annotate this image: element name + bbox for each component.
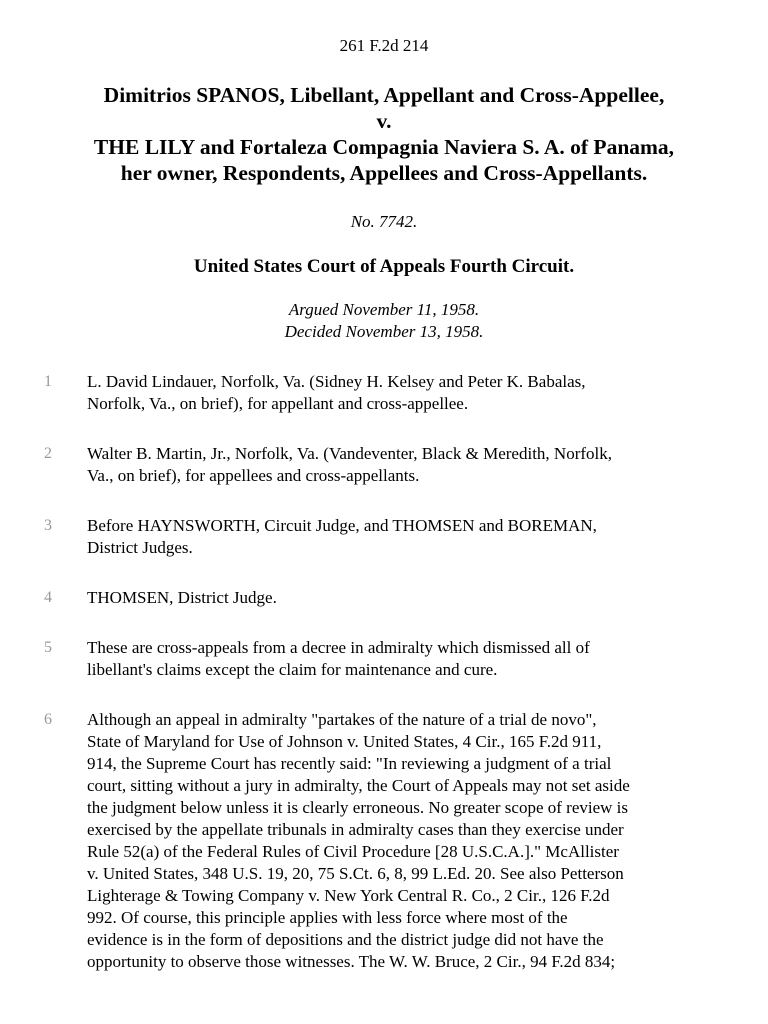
paragraph-line: Walter B. Martin, Jr., Norfolk, Va. (Vandeventer, Black & Meredith, Norfolk, [87,444,612,463]
decided-date: Decided November 13, 1958. [284,322,484,341]
paragraph-number: 1 [44,373,52,390]
paragraph-line: opportunity to observe those witnesses. The W. W. Bruce, 2 Cir., 94 F.2d 834; [87,952,616,971]
paragraph-number: 4 [44,589,52,606]
paragraph-line: court, sitting without a jury in admiralty, the Court of Appeals may not set aside [87,776,630,795]
paragraph-text [87,709,630,973]
paragraph-number: 6 [44,711,52,728]
case-title-line: her owner, Respondents, Appellees and Cross-Appellants. [120,161,648,185]
paragraph-line: Before HAYNSWORTH, Circuit Judge, and THOMSEN and BOREMAN, [87,516,597,535]
paragraph-line: 914, the Supreme Court has recently said: "In reviewing a judgment of a trial [87,754,612,773]
paragraph-line: L. David Lindauer, Norfolk, Va. (Sidney H. Kelsey and Peter K. Babalas, [87,372,586,391]
paragraph-text [87,371,586,415]
paragraph-text [87,637,590,681]
paragraph-line: the judgment below unless it is clearly erroneous. No greater scope of review is [87,798,629,817]
paragraph-line: 992. Of course, this principle applies with less force where most of the [87,908,568,927]
paragraph-text [87,587,277,609]
paragraph-line: v. United States, 348 U.S. 19, 20, 75 S.Ct. 6, 8, 99 L.Ed. 20. See also Petterson [87,864,624,883]
paragraph-line: Lighterage & Towing Company v. New York Central R. Co., 2 Cir., 126 F.2d [87,886,610,905]
court-name: United States Court of Appeals Fourth Circuit. [193,256,575,277]
case-title-line: THE LILY and Fortaleza Compagnia Naviera S. A. of Panama, [93,135,675,159]
paragraph-number: 2 [44,445,52,462]
paragraph-line: THOMSEN, District Judge. [87,588,277,607]
paragraph-line: libellant's claims except the claim for maintenance and cure. [87,660,498,679]
paragraph-number: 5 [44,639,52,656]
paragraph-line: evidence is in the form of depositions and the district judge did not have the [87,930,604,949]
case-title [20,82,748,186]
paragraph-text [87,443,612,487]
case-citation: 261 F.2d 214 [339,36,429,55]
paragraph-line: Norfolk, Va., on brief), for appellant and cross-appellee. [87,394,469,413]
paragraph-number: 3 [44,517,52,534]
paragraph-line: Although an appeal in admiralty "partakes of the nature of a trial de novo", [87,710,597,729]
case-dates [0,299,768,343]
docket-number: No. 7742. [350,212,418,231]
paragraph-line: State of Maryland for Use of Johnson v. United States, 4 Cir., 165 F.2d 911, [87,732,602,751]
case-title-line: Dimitrios SPANOS, Libellant, Appellant and Cross-Appellee, [103,83,665,107]
paragraph-line: Va., on brief), for appellees and cross-appellants. [87,466,420,485]
paragraph-text [87,515,597,559]
paragraph-line: District Judges. [87,538,193,557]
paragraph-line: exercised by the appellate tribunals in admiralty cases than they exercise under [87,820,624,839]
paragraph-line: Rule 52(a) of the Federal Rules of Civil Procedure [28 U.S.C.A.]." McAllister [87,842,619,861]
case-title-line: v. [376,109,392,133]
paragraph-line: These are cross-appeals from a decree in admiralty which dismissed all of [87,638,590,657]
argued-date: Argued November 11, 1958. [288,300,480,319]
